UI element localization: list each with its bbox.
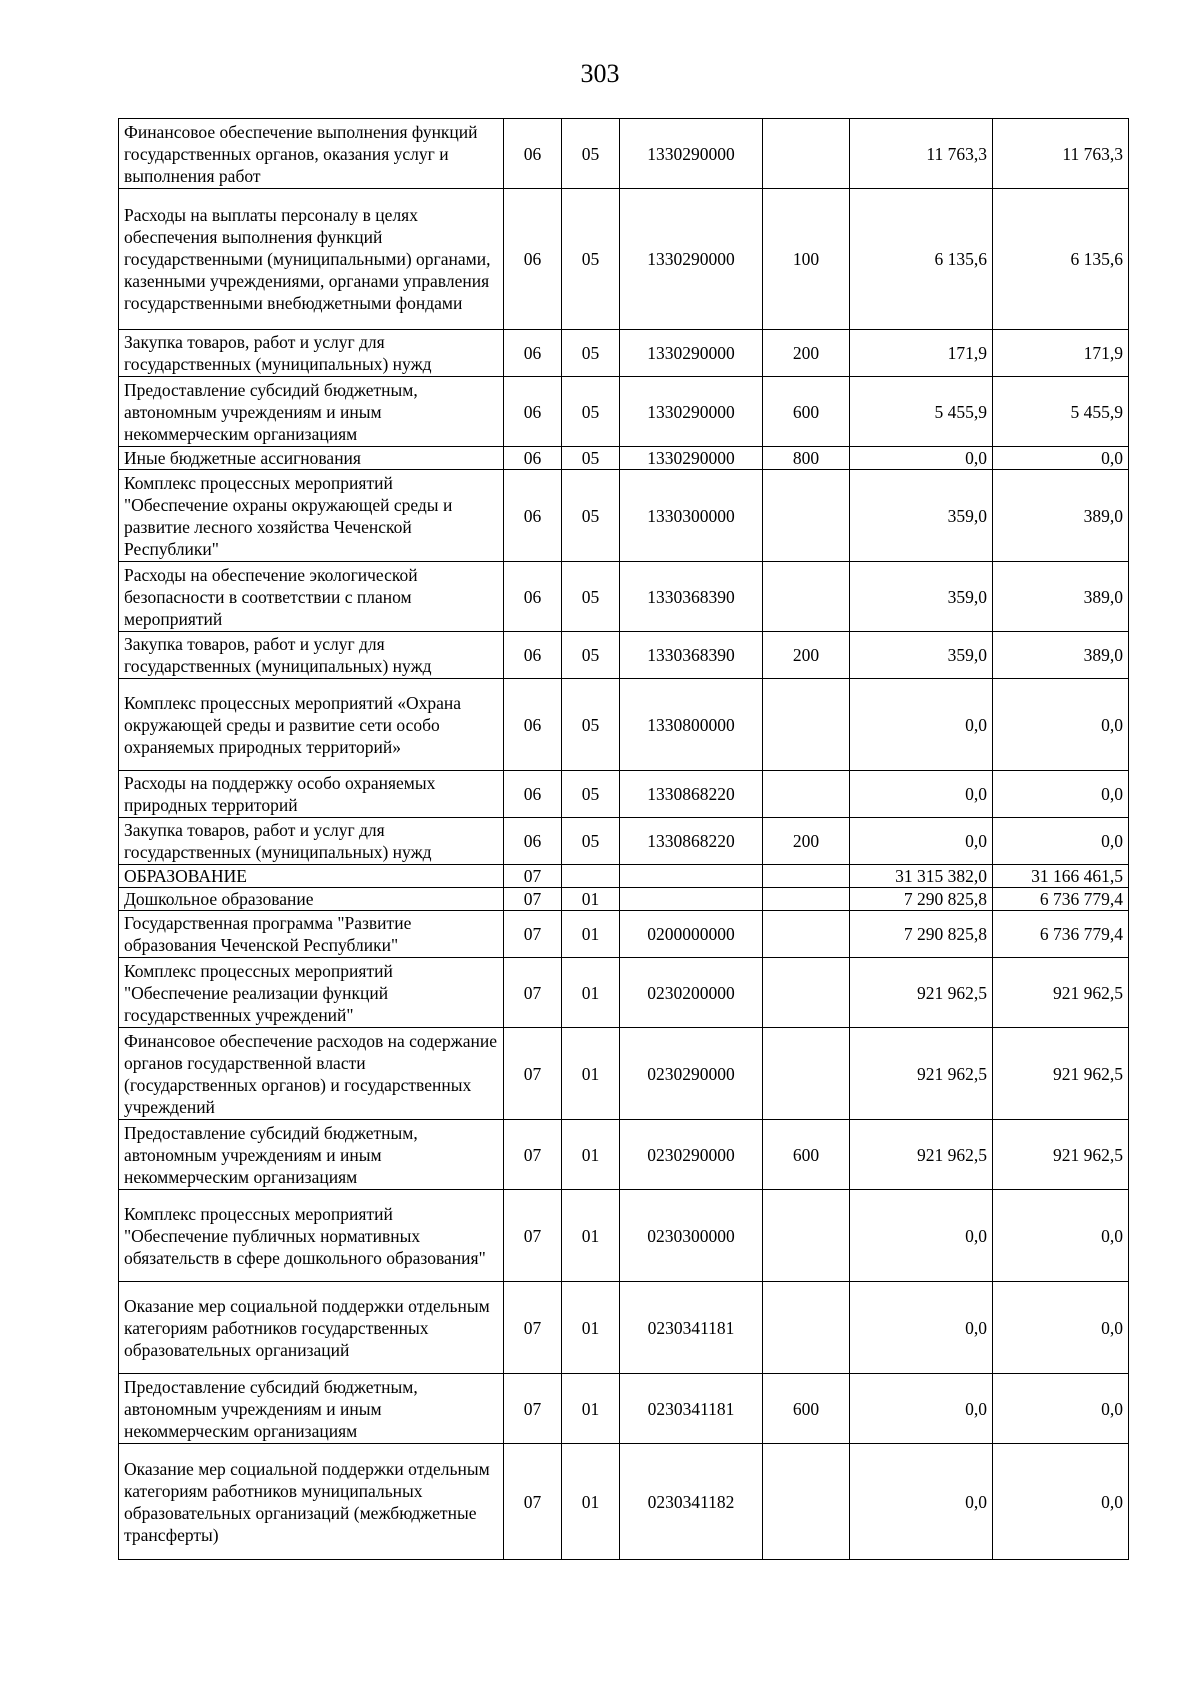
row-subsection-code: 05 [562, 771, 620, 818]
row-amount-1: 0,0 [850, 447, 993, 470]
row-amount-1: 359,0 [850, 632, 993, 679]
row-subsection-code: 01 [562, 1190, 620, 1282]
row-amount-2: 389,0 [993, 562, 1129, 632]
row-amount-1: 0,0 [850, 818, 993, 865]
row-name: Расходы на поддержку особо охраняемых природных территорий [119, 771, 504, 818]
row-name: Закупка товаров, работ и услуг для государственных (муниципальных) нужд [119, 330, 504, 377]
row-expense-type [763, 911, 850, 958]
row-section-code: 06 [504, 330, 562, 377]
row-target-article: 0230341181 [620, 1282, 763, 1374]
row-amount-2: 31 166 461,5 [993, 865, 1129, 888]
row-name: Оказание мер социальной поддержки отдельным категориям работников государственных образовательных организаций [119, 1282, 504, 1374]
row-section-code: 06 [504, 679, 562, 771]
row-target-article: 1330868220 [620, 771, 763, 818]
row-amount-2: 0,0 [993, 447, 1129, 470]
row-target-article: 1330290000 [620, 447, 763, 470]
row-target-article: 1330290000 [620, 189, 763, 330]
row-amount-2: 389,0 [993, 632, 1129, 679]
row-amount-2: 0,0 [993, 1374, 1129, 1444]
row-name: Расходы на выплаты персоналу в целях обеспечения выполнения функций государственными (муниципальными) органами, казенными учреждениями, органами управления государственными внебюджетными фондами [119, 189, 504, 330]
row-amount-2: 171,9 [993, 330, 1129, 377]
row-amount-1: 0,0 [850, 679, 993, 771]
row-subsection-code: 01 [562, 1282, 620, 1374]
row-subsection-code: 01 [562, 911, 620, 958]
row-amount-1: 7 290 825,8 [850, 888, 993, 911]
table-row [119, 1190, 1129, 1282]
row-expense-type: 600 [763, 377, 850, 447]
row-amount-2: 389,0 [993, 470, 1129, 562]
row-amount-2: 0,0 [993, 771, 1129, 818]
row-amount-1: 171,9 [850, 330, 993, 377]
row-section-code: 06 [504, 818, 562, 865]
row-expense-type [763, 888, 850, 911]
row-amount-2: 0,0 [993, 1282, 1129, 1374]
row-amount-1: 0,0 [850, 1374, 993, 1444]
table-row [119, 911, 1129, 958]
row-subsection-code: 01 [562, 1374, 620, 1444]
row-expense-type [763, 470, 850, 562]
row-subsection-code: 01 [562, 958, 620, 1028]
row-amount-2: 6 736 779,4 [993, 911, 1129, 958]
row-name: Комплекс процессных мероприятий "Обеспечение публичных нормативных обязательств в сфере дошкольного образования" [119, 1190, 504, 1282]
row-section-code: 06 [504, 470, 562, 562]
page-number: 303 [580, 59, 620, 88]
table-row [119, 562, 1129, 632]
row-target-article: 0230290000 [620, 1120, 763, 1190]
row-name: Дошкольное образование [119, 888, 504, 911]
row-subsection-code: 05 [562, 679, 620, 771]
row-amount-1: 0,0 [850, 1444, 993, 1560]
row-section-code: 07 [504, 888, 562, 911]
row-expense-type [763, 1028, 850, 1120]
row-expense-type [763, 865, 850, 888]
row-section-code: 07 [504, 1120, 562, 1190]
row-name: ОБРАЗОВАНИЕ [119, 865, 504, 888]
row-target-article [620, 888, 763, 911]
row-expense-type [763, 119, 850, 189]
row-target-article: 1330368390 [620, 632, 763, 679]
row-amount-2: 0,0 [993, 679, 1129, 771]
row-amount-1: 0,0 [850, 1282, 993, 1374]
table-row [119, 1028, 1129, 1120]
row-subsection-code: 05 [562, 470, 620, 562]
table-row [119, 771, 1129, 818]
row-amount-2: 0,0 [993, 1444, 1129, 1560]
row-section-code: 07 [504, 911, 562, 958]
row-subsection-code: 05 [562, 377, 620, 447]
table-row [119, 865, 1129, 888]
row-amount-1: 921 962,5 [850, 1120, 993, 1190]
row-name: Предоставление субсидий бюджетным, автономным учреждениям и иным некоммерческим организациям [119, 1120, 504, 1190]
row-name: Комплекс процессных мероприятий «Охрана окружающей среды и развитие сети особо охраняемых природных территорий» [119, 679, 504, 771]
row-target-article: 1330290000 [620, 119, 763, 189]
row-expense-type [763, 562, 850, 632]
row-target-article: 1330290000 [620, 330, 763, 377]
row-target-article: 1330868220 [620, 818, 763, 865]
row-expense-type: 200 [763, 818, 850, 865]
row-section-code: 06 [504, 632, 562, 679]
row-amount-2: 921 962,5 [993, 958, 1129, 1028]
row-subsection-code: 05 [562, 447, 620, 470]
row-section-code: 06 [504, 377, 562, 447]
row-subsection-code: 01 [562, 1120, 620, 1190]
table-row [119, 632, 1129, 679]
row-amount-2: 6 736 779,4 [993, 888, 1129, 911]
row-amount-1: 921 962,5 [850, 958, 993, 1028]
row-amount-1: 0,0 [850, 771, 993, 818]
row-amount-1: 11 763,3 [850, 119, 993, 189]
row-section-code: 07 [504, 1282, 562, 1374]
row-expense-type: 800 [763, 447, 850, 470]
row-target-article [620, 865, 763, 888]
row-amount-2: 921 962,5 [993, 1028, 1129, 1120]
row-section-code: 07 [504, 1444, 562, 1560]
row-name: Иные бюджетные ассигнования [119, 447, 504, 470]
row-section-code: 06 [504, 119, 562, 189]
row-section-code: 07 [504, 865, 562, 888]
row-target-article: 1330290000 [620, 377, 763, 447]
row-amount-2: 0,0 [993, 1190, 1129, 1282]
row-amount-1: 5 455,9 [850, 377, 993, 447]
table-row [119, 377, 1129, 447]
row-subsection-code: 05 [562, 119, 620, 189]
table-row [119, 958, 1129, 1028]
row-amount-1: 7 290 825,8 [850, 911, 993, 958]
row-target-article: 0230200000 [620, 958, 763, 1028]
row-name: Комплекс процессных мероприятий "Обеспечение реализации функций государственных учреждений" [119, 958, 504, 1028]
row-name: Предоставление субсидий бюджетным, автономным учреждениям и иным некоммерческим организациям [119, 1374, 504, 1444]
table-row [119, 1120, 1129, 1190]
row-section-code: 07 [504, 1374, 562, 1444]
row-target-article: 1330300000 [620, 470, 763, 562]
row-target-article: 0200000000 [620, 911, 763, 958]
row-expense-type [763, 679, 850, 771]
row-expense-type [763, 1190, 850, 1282]
table-row [119, 1282, 1129, 1374]
row-name: Расходы на обеспечение экологической безопасности в соответствии с планом мероприятий [119, 562, 504, 632]
row-name: Закупка товаров, работ и услуг для государственных (муниципальных) нужд [119, 632, 504, 679]
row-expense-type: 200 [763, 330, 850, 377]
row-amount-1: 31 315 382,0 [850, 865, 993, 888]
row-amount-1: 921 962,5 [850, 1028, 993, 1120]
row-expense-type [763, 1282, 850, 1374]
row-section-code: 06 [504, 447, 562, 470]
table-row [119, 119, 1129, 189]
row-amount-2: 921 962,5 [993, 1120, 1129, 1190]
row-name: Оказание мер социальной поддержки отдельным категориям работников муниципальных образовательных организаций (межбюджетные трансферты) [119, 1444, 504, 1560]
table-row [119, 888, 1129, 911]
row-expense-type: 200 [763, 632, 850, 679]
row-expense-type: 100 [763, 189, 850, 330]
row-amount-1: 0,0 [850, 1190, 993, 1282]
row-section-code: 07 [504, 1028, 562, 1120]
row-target-article: 0230290000 [620, 1028, 763, 1120]
row-expense-type [763, 1444, 850, 1560]
table-row [119, 447, 1129, 470]
row-subsection-code: 05 [562, 330, 620, 377]
row-subsection-code: 05 [562, 189, 620, 330]
row-target-article: 1330368390 [620, 562, 763, 632]
row-amount-2: 11 763,3 [993, 119, 1129, 189]
table-row [119, 818, 1129, 865]
row-target-article: 0230300000 [620, 1190, 763, 1282]
row-section-code: 06 [504, 562, 562, 632]
row-amount-1: 359,0 [850, 470, 993, 562]
row-name: Комплекс процессных мероприятий "Обеспечение охраны окружающей среды и развитие лесного хозяйства Чеченской Республики" [119, 470, 504, 562]
table-row [119, 1444, 1129, 1560]
row-subsection-code: 05 [562, 562, 620, 632]
row-expense-type [763, 771, 850, 818]
row-name: Закупка товаров, работ и услуг для государственных (муниципальных) нужд [119, 818, 504, 865]
row-section-code: 06 [504, 189, 562, 330]
table-row [119, 330, 1129, 377]
budget-table-body [119, 119, 1129, 1560]
row-expense-type [763, 958, 850, 1028]
row-amount-1: 359,0 [850, 562, 993, 632]
table-row [119, 189, 1129, 330]
row-expense-type: 600 [763, 1120, 850, 1190]
row-amount-2: 0,0 [993, 818, 1129, 865]
row-name: Финансовое обеспечение расходов на содержание органов государственной власти (государственных органов) и государственных учреждений [119, 1028, 504, 1120]
row-subsection-code [562, 865, 620, 888]
row-target-article: 0230341181 [620, 1374, 763, 1444]
row-target-article: 1330800000 [620, 679, 763, 771]
row-amount-2: 6 135,6 [993, 189, 1129, 330]
row-name: Предоставление субсидий бюджетным, автономным учреждениям и иным некоммерческим организациям [119, 377, 504, 447]
table-row [119, 1374, 1129, 1444]
row-name: Финансовое обеспечение выполнения функций государственных органов, оказания услуг и выполнения работ [119, 119, 504, 189]
row-subsection-code: 01 [562, 1028, 620, 1120]
budget-table [118, 118, 1129, 1560]
table-row [119, 470, 1129, 562]
row-amount-1: 6 135,6 [850, 189, 993, 330]
row-section-code: 06 [504, 771, 562, 818]
row-section-code: 07 [504, 1190, 562, 1282]
row-subsection-code: 05 [562, 632, 620, 679]
row-amount-2: 5 455,9 [993, 377, 1129, 447]
table-row [119, 679, 1129, 771]
row-subsection-code: 05 [562, 818, 620, 865]
row-name: Государственная программа "Развитие образования Чеченской Республики" [119, 911, 504, 958]
row-expense-type: 600 [763, 1374, 850, 1444]
row-target-article: 0230341182 [620, 1444, 763, 1560]
row-section-code: 07 [504, 958, 562, 1028]
row-subsection-code: 01 [562, 888, 620, 911]
row-subsection-code: 01 [562, 1444, 620, 1560]
